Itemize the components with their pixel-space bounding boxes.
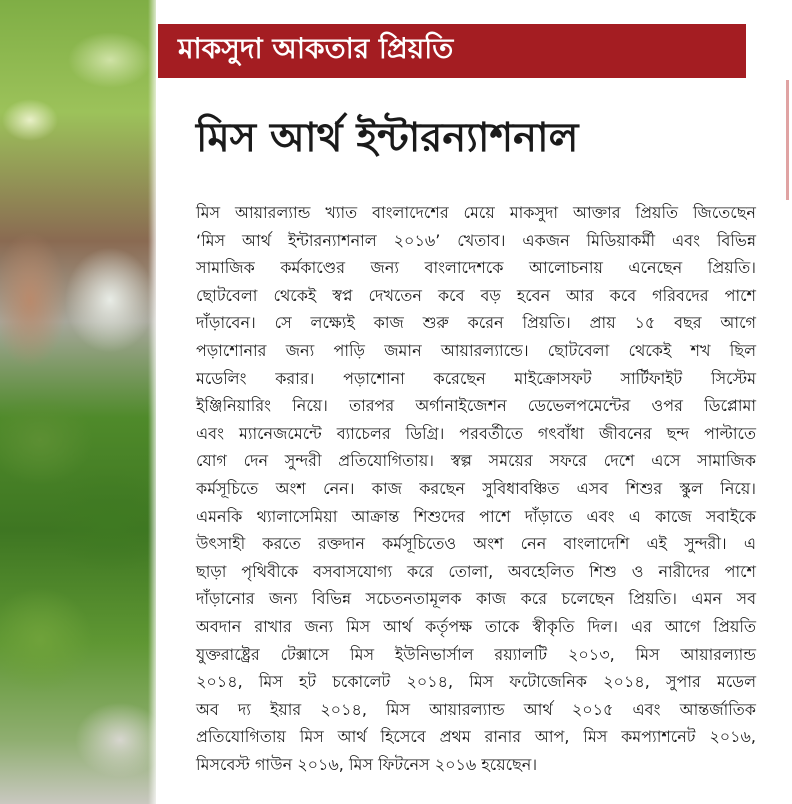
body-line: দাঁড়াবেন। সে লক্ষ্যেই কাজ শুরু করেন প্রিয়তি। প্রায় ১৫ বছর আগে: [196, 313, 756, 333]
body-line: ছাড়া পৃথিবীকে বসবাসযোগ্য করে তোলা, অবহেলিত শিশু ও নারীদের পাশে: [196, 561, 756, 581]
body-line: যুক্তরাষ্ট্রের টেক্সাসে মিস ইউনিভার্সাল রয়্যালটি ২০১৩, মিস আয়ারল্যান্ড: [196, 644, 756, 664]
body-line: প্রতিযোগিতায় মিস আর্থ হিসেবে প্রথম রানার আপ, মিস কমপ্যাশনেট ২০১৬,: [196, 727, 756, 747]
body-line: ইঞ্জিনিয়ারিং নিয়ে। তারপর অর্গানাইজেশন ডেভেলপমেন্টের ওপর ডিপ্লোমা: [196, 396, 756, 416]
body-line: উৎসাহী করতে রক্তদান কর্মসূচিতেও অংশ নেন বাংলাদেশি এই সুন্দরী। এ: [196, 534, 756, 554]
body-line: যোগ দেন সুন্দরী প্রতিযোগিতায়। স্বল্প সময়ের সফরে দেশে এসে সামাজিক: [196, 451, 756, 471]
body-line: মডেলিং করার। পড়াশোনা করেছেন মাইক্রোসফট সার্টিফাইট সিস্টেম: [196, 368, 756, 388]
article-body: [196, 199, 756, 778]
body-line: এবং ম্যানেজমেন্টে ব্যাচেলর ডিগ্রি। পরবর্তীতে গৎবাঁধা জীবনের ছন্দ পাল্টাতে: [196, 423, 756, 443]
body-line: সামাজিক কর্মকাণ্ডের জন্য বাংলাদেশকে আলোচনায় এনেছেন প্রিয়তি।: [196, 258, 756, 278]
body-line: এমনকি থ্যালাসেমিয়া আক্রান্ত শিশুদের পাশে দাঁড়াতে এবং এ কাজে সবাইকে: [196, 506, 756, 526]
greenery-photo: [0, 0, 156, 804]
body-line: মিস আয়ারল্যান্ড খ্যাত বাংলাদেশের মেয়ে মাকসুদা আক্তার প্রিয়তি জিতেছেন: [196, 203, 756, 222]
body-line: অব দ্য ইয়ার ২০১৪, মিস আয়ারল্যান্ড আর্থ ২০১৫ এবং আন্তর্জাতিক: [196, 699, 756, 719]
body-line: ২০১৪, মিস হট চকোলেট ২০১৪, মিস ফটোজেনিক ২০১৪, সুপার মডেল: [196, 672, 756, 692]
body-line: ‘মিস আর্থ ইন্টারন্যাশনাল ২০১৬’ খেতাব। একজন মিডিয়াকর্মী এবং বিভিন্ন: [196, 230, 756, 250]
right-edge-accent: [786, 80, 789, 200]
body-line: দাঁড়ানোর জন্য বিভিন্ন সচেতনতামূলক কাজ করে চলেছেন প্রিয়তি। এমন সব: [196, 589, 756, 609]
body-line: কর্মসূচিতে অংশ নেন। কাজ করছেন সুবিধাবঞ্চিত এসব শিশুর স্কুল নিয়ে।: [196, 478, 756, 498]
body-line: অবদান রাখার জন্য মিস আর্থ কর্তৃপক্ষ তাকে স্বীকৃতি দিল। এর আগে প্রিয়তি: [196, 616, 756, 636]
body-line: পড়াশোনার জন্য পাড়ি জমান আয়ারল্যান্ডে। ছোটবেলা থেকেই শখ ছিল: [196, 340, 756, 360]
banner-title: মাকসুদা আকতার প্রিয়তি: [178, 32, 454, 65]
article-headline: মিস আর্থ ইন্টারন্যাশনাল: [196, 115, 579, 161]
body-line: ছোটবেলা থেকেই স্বপ্ন দেখতেন কবে বড় হবেন আর কবে গরিবদের পাশে: [196, 285, 756, 305]
body-line-last: মিসবেস্ট গাউন ২০১৬, মিস ফিটনেস ২০১৬ হয়েছেন।: [196, 754, 538, 774]
photo-fade-edge: [148, 0, 158, 804]
